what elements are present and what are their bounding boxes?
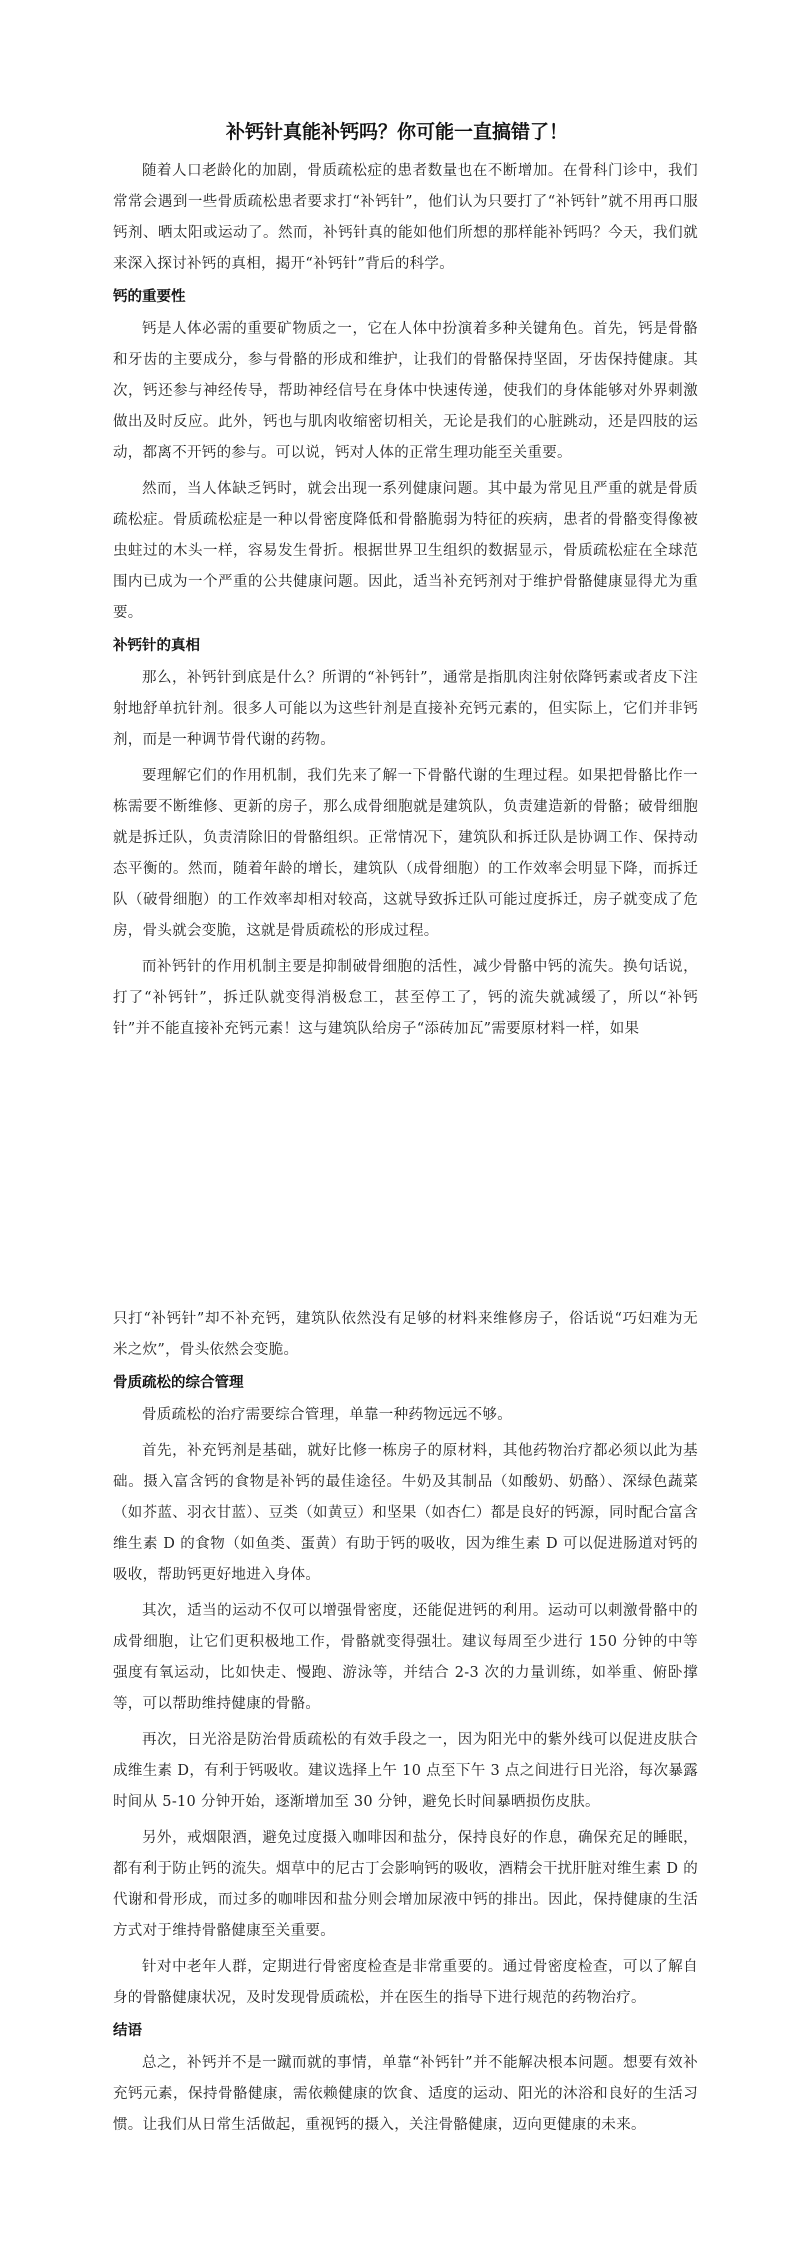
article-body-part-2	[113, 1304, 698, 2141]
injection-truth-paragraph-3: 而补钙针的作用机制主要是抑制破骨细胞的活性，减少骨骼中钙的流失。换句话说，打了“补钙针”，拆迁队就变得消极怠工，甚至停工了，钙的流失就减缓了，所以“补钙针”并不能直接补充钙元素！这与建筑队给房子“添砖加瓦”需要原材料一样，如果	[113, 959, 698, 1037]
conclusion-paragraph: 总之，补钙并不是一蹴而就的事情，单靠“补钙针”并不能解决根本问题。想要有效补充钙元素，保持骨骼健康，需依赖健康的饮食、适度的运动、阳光的沐浴和良好的生活习惯。让我们从日常生活做起，重视钙的摄入，关注骨骼健康，迈向更健康的未来。	[113, 2055, 698, 2133]
calcium-importance-paragraph-1: 钙是人体必需的重要矿物质之一，它在人体中扮演着多种关键角色。首先，钙是骨骼和牙齿的主要成分，参与骨骼的形成和维护，让我们的骨骼保持坚固，牙齿保持健康。其次，钙还参与神经传导，帮助神经信号在身体中快速传递，使我们的身体能够对外界刺激做出及时反应。此外，钙也与肌肉收缩密切相关，无论是我们的心脏跳动，还是四肢的运动，都离不开钙的参与。可以说，钙对人体的正常生理功能至关重要。	[113, 321, 698, 461]
section-heading-calcium-importance: 钙的重要性	[113, 289, 186, 305]
management-paragraph-6: 针对中老年人群，定期进行骨密度检查是非常重要的。通过骨密度检查，可以了解自身的骨骼健康状况，及时发现骨质疏松，并在医生的指导下进行规范的药物治疗。	[113, 1959, 698, 2006]
calcium-importance-paragraph-2: 然而，当人体缺乏钙时，就会出现一系列健康问题。其中最为常见且严重的就是骨质疏松症。骨质疏松症是一种以骨密度降低和骨骼脆弱为特征的疾病，患者的骨骼变得像被虫蛀过的木头一样，容易发生骨折。根据世界卫生组织的数据显示，骨质疏松症在全球范围内已成为一个严重的公共健康问题。因此，适当补充钙剂对于维护骨骼健康显得尤为重要。	[113, 481, 698, 621]
article-title: 补钙针真能补钙吗？你可能一直搞错了！	[225, 121, 568, 143]
injection-truth-paragraph-3-continued: 只打“补钙针”却不补充钙，建筑队依然没有足够的材料来维修房子，俗话说“巧妇难为无米之炊”，骨头依然会变脆。	[113, 1311, 698, 1358]
management-paragraph-3: 其次，适当的运动不仅可以增强骨密度，还能促进钙的利用。运动可以刺激骨骼中的成骨细胞，让它们更积极地工作，骨骼就变得强壮。建议每周至少进行 150 分钟的中等强度有氧运动，比如快走、慢跑、游泳等，并结合 2-3 次的力量训练，如举重、俯卧撑等，可以帮助维持健康的骨骼。	[113, 1603, 698, 1712]
section-heading-injection-truth: 补钙针的真相	[113, 638, 200, 654]
management-paragraph-2: 首先，补充钙剂是基础，就好比修一栋房子的原材料，其他药物治疗都必须以此为基础。摄入富含钙的食物是补钙的最佳途径。牛奶及其制品（如酸奶、奶酪）、深绿色蔬菜（如芥蓝、羽衣甘蓝）、豆类（如黄豆）和坚果（如杏仁）都是良好的钙源，同时配合富含维生素 D 的食物（如鱼类、蛋黄）有助于钙的吸收，因为维生素 D 可以促进肠道对钙的吸收，帮助钙更好地进入身体。	[113, 1443, 698, 1583]
injection-truth-paragraph-2: 要理解它们的作用机制，我们先来了解一下骨骼代谢的生理过程。如果把骨骼比作一栋需要不断维修、更新的房子，那么成骨细胞就是建筑队，负责建造新的骨骼；破骨细胞就是拆迁队，负责清除旧的骨骼组织。正常情况下，建筑队和拆迁队是协调工作、保持动态平衡的。然而，随着年龄的增长，建筑队（成骨细胞）的工作效率会明显下降，而拆迁队（破骨细胞）的工作效率却相对较高，这就导致拆迁队可能过度拆迁，房子就变成了危房，骨头就会变脆，这就是骨质疏松的形成过程。	[113, 768, 698, 939]
injection-truth-paragraph-1: 那么，补钙针到底是什么？所谓的“补钙针”，通常是指肌肉注射依降钙素或者皮下注射地舒单抗针剂。很多人可能以为这些针剂是直接补充钙元素的，但实际上，它们并非钙剂，而是一种调节骨代谢的药物。	[113, 670, 698, 748]
section-heading-conclusion: 结语	[113, 2023, 142, 2039]
management-paragraph-5: 另外，戒烟限酒，避免过度摄入咖啡因和盐分，保持良好的作息，确保充足的睡眠，都有利于防止钙的流失。烟草中的尼古丁会影响钙的吸收，酒精会干扰肝脏对维生素 D 的代谢和骨形成，而过多的咖啡因和盐分则会增加尿液中钙的排出。因此，保持健康的生活方式对于维持骨骼健康至关重要。	[113, 1830, 698, 1939]
management-paragraph-1: 骨质疏松的治疗需要综合管理，单靠一种药物远远不够。	[142, 1407, 512, 1423]
intro-paragraph: 随着人口老龄化的加剧，骨质疏松症的患者数量也在不断增加。在骨科门诊中，我们常常会遇到一些骨质疏松患者要求打“补钙针”，他们认为只要打了“补钙针”就不用再口服钙剂、晒太阳或运动了。然而，补钙针真的能如他们所想的那样能补钙吗？今天，我们就来深入探讨补钙的真相，揭开“补钙针”背后的科学。	[113, 163, 698, 272]
article-body-part-1	[113, 156, 698, 1045]
section-heading-osteoporosis-management: 骨质疏松的综合管理	[113, 1375, 244, 1391]
management-paragraph-4: 再次，日光浴是防治骨质疏松的有效手段之一，因为阳光中的紫外线可以促进皮肤合成维生素 D，有利于钙吸收。建议选择上午 10 点至下午 3 点之间进行日光浴，每次暴露时间从 5-10 分钟开始，逐渐增加至 30 分钟，避免长时间暴晒损伤皮肤。	[113, 1732, 698, 1810]
